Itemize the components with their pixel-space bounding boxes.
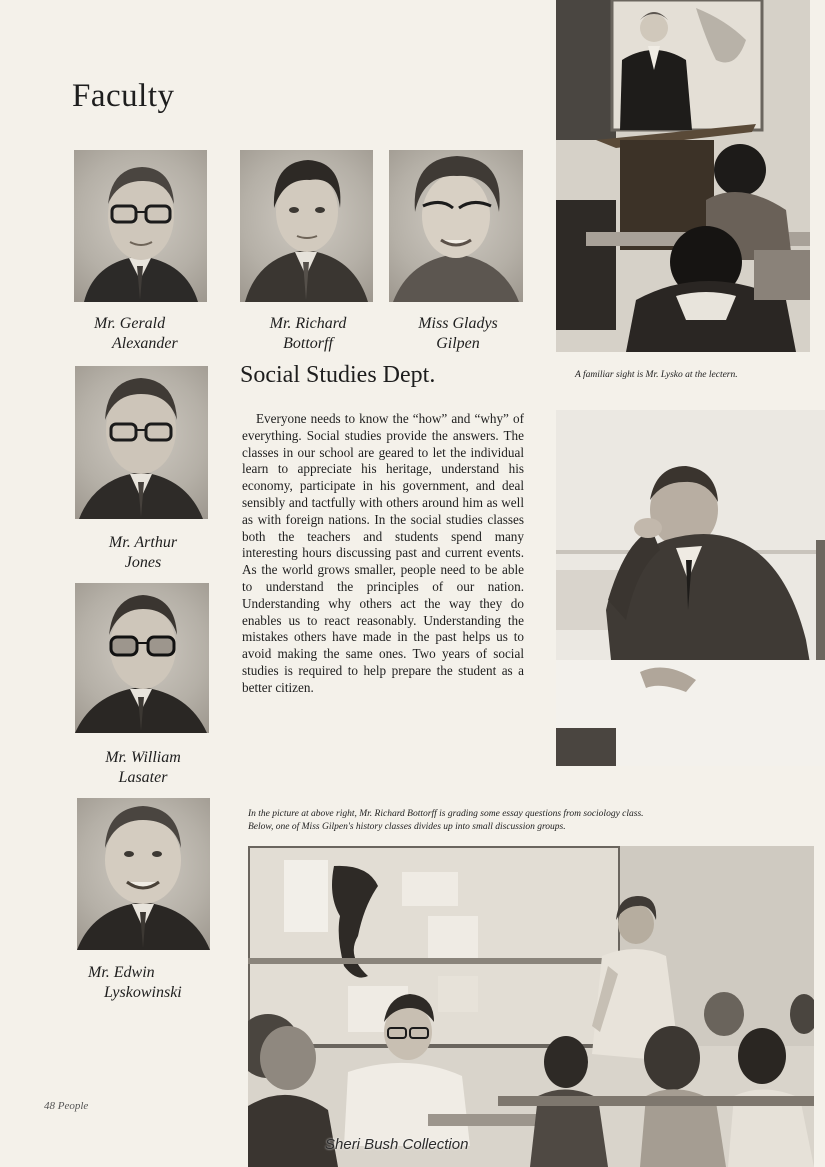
faculty-name-alexander: Mr. Gerald Alexander [94, 315, 178, 352]
faculty-name-lyskowinski: Mr. Edwin Lyskowinski [88, 964, 182, 1001]
page-footer: 48 People [44, 1100, 89, 1112]
photo-classroom [248, 846, 814, 1167]
article-body: Everyone needs to know the “how” and “why” of everything. Social studies provide the answers. The classes in our school are geared to let the individual learn to appreciate his heritage, understand his economy, participate in his government, and deal sensibly and tactfully with others around him as well as with foreign nations. In the social studies classes both the teachers and students spend many interesting hours discussing past and current events. As the world grows smaller, people need to be able to understand the principles of our nation. Understanding why others act the way they do enables us to react reasonably. Understanding the mistakes others have made in the past helps us to avoid making the same ones. Two years of social studies is required to help prepare the student as a better citizen. [242, 411, 524, 695]
portrait-alexander [74, 150, 207, 302]
photo-grading [556, 410, 825, 766]
portrait-gilpen [389, 150, 523, 302]
page-title: Faculty [72, 78, 175, 114]
faculty-name-gilpen: Miss Gladys Gilpen [418, 315, 498, 352]
department-heading: Social Studies Dept. [240, 362, 436, 388]
caption-lectern: A familiar sight is Mr. Lysko at the lectern. [575, 370, 738, 380]
faculty-name-bottorff: Mr. Richard Bottorff [269, 315, 347, 352]
portrait-lyskowinski [77, 798, 210, 950]
faculty-name-jones: Mr. Arthur Jones [108, 534, 178, 571]
photo-lectern [556, 0, 810, 352]
portrait-bottorff [240, 150, 373, 302]
portrait-lasater [75, 583, 209, 733]
caption-grading: In the picture at above right, Mr. Richard Bottorff is grading some essay questions from sociology class. Below, one of Miss Gilpen's history classes divides up into small discussion groups. [248, 809, 644, 832]
watermark-text: Sheri Bush Collection [325, 1136, 469, 1153]
portrait-jones [75, 366, 208, 519]
faculty-name-lasater: Mr. William Lasater [105, 749, 181, 786]
